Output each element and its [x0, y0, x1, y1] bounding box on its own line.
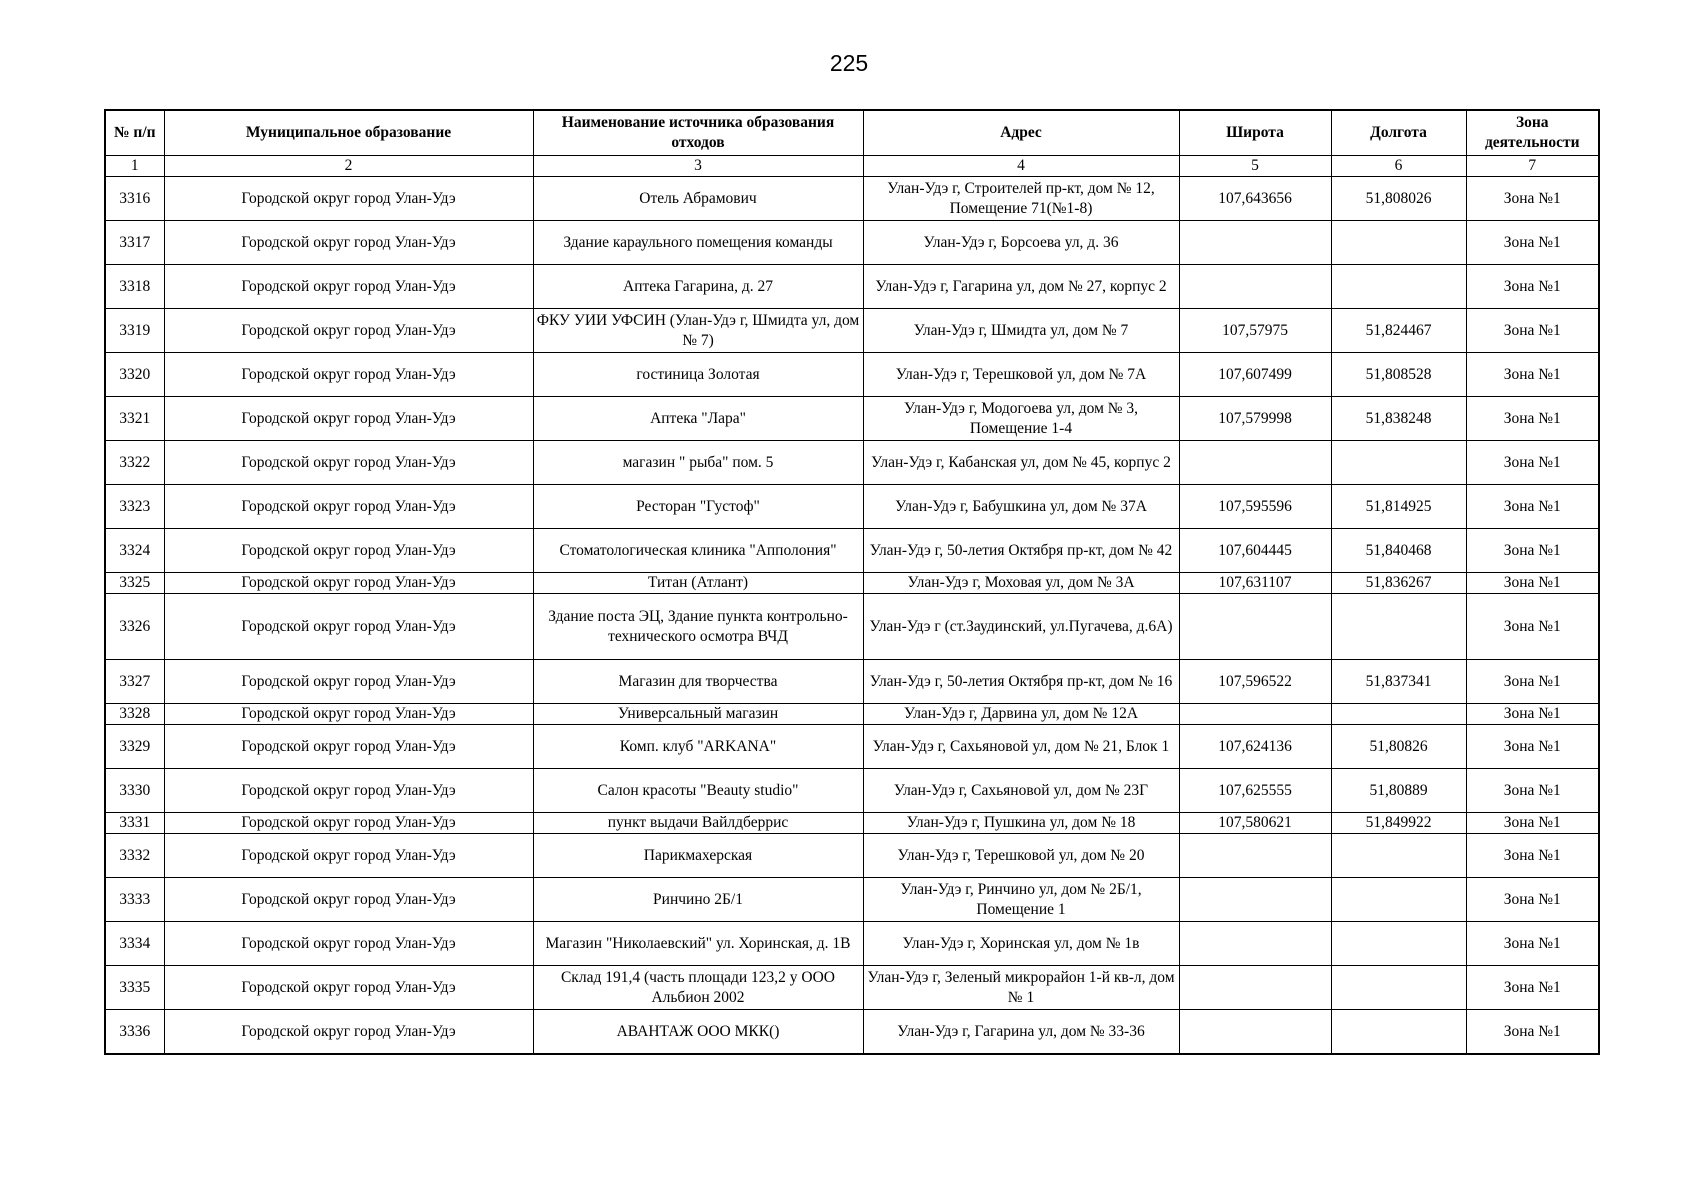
address-cell: Улан-Удэ г, Хоринская ул, дом № 1в [863, 922, 1179, 966]
row-number-cell: 3327 [105, 660, 164, 704]
latitude-cell: 107,57975 [1179, 309, 1331, 353]
longitude-cell [1331, 594, 1466, 660]
address-cell: Улан-Удэ г, Борсоева ул, д. 36 [863, 221, 1179, 265]
source-name-cell: гостиница Золотая [533, 353, 863, 397]
table-row [105, 265, 1599, 309]
longitude-cell [1331, 1010, 1466, 1055]
zone-cell: Зона №1 [1466, 221, 1599, 265]
latitude-cell: 107,604445 [1179, 529, 1331, 573]
municipality-cell: Городской округ город Улан-Удэ [164, 878, 533, 922]
latitude-cell: 107,631107 [1179, 573, 1331, 594]
row-number-cell: 3322 [105, 441, 164, 485]
address-cell: Улан-Удэ г, Дарвина ул, дом № 12А [863, 704, 1179, 725]
municipality-cell: Городской округ город Улан-Удэ [164, 1010, 533, 1055]
address-cell: Улан-Удэ г, Ринчино ул, дом № 2Б/1, Помещение 1 [863, 878, 1179, 922]
row-number-cell: 3323 [105, 485, 164, 529]
zone-cell: Зона №1 [1466, 1010, 1599, 1055]
column-number-cell: 1 [105, 156, 164, 177]
latitude-cell: 107,643656 [1179, 177, 1331, 221]
municipality-cell: Городской округ город Улан-Удэ [164, 922, 533, 966]
table-row [105, 660, 1599, 704]
source-name-cell: Магазин "Николаевский" ул. Хоринская, д. 1В [533, 922, 863, 966]
table-row [105, 966, 1599, 1010]
zone-cell: Зона №1 [1466, 704, 1599, 725]
table-row [105, 704, 1599, 725]
address-cell: Улан-Удэ г, Сахьяновой ул, дом № 21, Блок 1 [863, 725, 1179, 769]
address-cell: Улан-Удэ г, Пушкина ул, дом № 18 [863, 813, 1179, 834]
address-cell: Улан-Удэ г, Бабушкина ул, дом № 37А [863, 485, 1179, 529]
address-cell: Улан-Удэ г, Моховая ул, дом № 3А [863, 573, 1179, 594]
address-cell: Улан-Удэ г, Терешковой ул, дом № 20 [863, 834, 1179, 878]
table-row [105, 922, 1599, 966]
table-row [105, 353, 1599, 397]
address-cell: Улан-Удэ г (ст.Заудинский, ул.Пугачева, д.6А) [863, 594, 1179, 660]
source-name-cell: Склад 191,4 (часть площади 123,2 у ООО Альбион 2002 [533, 966, 863, 1010]
address-cell: Улан-Удэ г, Кабанская ул, дом № 45, корпус 2 [863, 441, 1179, 485]
column-number-cell: 6 [1331, 156, 1466, 177]
longitude-cell [1331, 878, 1466, 922]
row-number-cell: 3316 [105, 177, 164, 221]
latitude-cell [1179, 1010, 1331, 1055]
zone-cell: Зона №1 [1466, 878, 1599, 922]
table-row [105, 177, 1599, 221]
latitude-cell: 107,580621 [1179, 813, 1331, 834]
source-name-cell: Магазин для творчества [533, 660, 863, 704]
zone-cell: Зона №1 [1466, 769, 1599, 813]
longitude-cell: 51,837341 [1331, 660, 1466, 704]
municipality-cell: Городской округ город Улан-Удэ [164, 573, 533, 594]
latitude-cell [1179, 265, 1331, 309]
table-row [105, 878, 1599, 922]
source-name-cell: магазин " рыба" пом. 5 [533, 441, 863, 485]
longitude-cell: 51,849922 [1331, 813, 1466, 834]
header-cell: Муниципальное образование [164, 110, 533, 156]
header-cell: Долгота [1331, 110, 1466, 156]
column-number-cell: 3 [533, 156, 863, 177]
source-name-cell: Аптека "Лара" [533, 397, 863, 441]
source-name-cell: Ресторан "Густоф" [533, 485, 863, 529]
table-row [105, 594, 1599, 660]
header-cell: Зона деятельности [1466, 110, 1599, 156]
source-name-cell: ФКУ УИИ УФСИН (Улан-Удэ г, Шмидта ул, дом № 7) [533, 309, 863, 353]
table-row [105, 397, 1599, 441]
header-cell: № п/п [105, 110, 164, 156]
zone-cell: Зона №1 [1466, 353, 1599, 397]
longitude-cell: 51,824467 [1331, 309, 1466, 353]
row-number-cell: 3329 [105, 725, 164, 769]
longitude-cell: 51,814925 [1331, 485, 1466, 529]
table-row [105, 813, 1599, 834]
row-number-cell: 3320 [105, 353, 164, 397]
zone-cell: Зона №1 [1466, 834, 1599, 878]
longitude-cell [1331, 966, 1466, 1010]
latitude-cell: 107,595596 [1179, 485, 1331, 529]
zone-cell: Зона №1 [1466, 813, 1599, 834]
latitude-cell: 107,596522 [1179, 660, 1331, 704]
municipality-cell: Городской округ город Улан-Удэ [164, 813, 533, 834]
header-cell: Широта [1179, 110, 1331, 156]
row-number-cell: 3325 [105, 573, 164, 594]
zone-cell: Зона №1 [1466, 529, 1599, 573]
municipality-cell: Городской округ город Улан-Удэ [164, 834, 533, 878]
municipality-cell: Городской округ город Улан-Удэ [164, 725, 533, 769]
longitude-cell: 51,838248 [1331, 397, 1466, 441]
row-number-cell: 3328 [105, 704, 164, 725]
table-row [105, 1010, 1599, 1055]
longitude-cell [1331, 704, 1466, 725]
longitude-cell [1331, 441, 1466, 485]
source-name-cell: Титан (Атлант) [533, 573, 863, 594]
column-number-row [105, 156, 1599, 177]
column-number-cell: 5 [1179, 156, 1331, 177]
source-name-cell: Ринчино 2Б/1 [533, 878, 863, 922]
latitude-cell [1179, 922, 1331, 966]
longitude-cell: 51,836267 [1331, 573, 1466, 594]
municipality-cell: Городской округ город Улан-Удэ [164, 309, 533, 353]
municipality-cell: Городской округ город Улан-Удэ [164, 529, 533, 573]
address-cell: Улан-Удэ г, Сахьяновой ул, дом № 23Г [863, 769, 1179, 813]
address-cell: Улан-Удэ г, Зеленый микрорайон 1-й кв-л, дом № 1 [863, 966, 1179, 1010]
page-number: 225 [829, 50, 869, 76]
row-number-cell: 3331 [105, 813, 164, 834]
municipality-cell: Городской округ город Улан-Удэ [164, 704, 533, 725]
row-number-cell: 3319 [105, 309, 164, 353]
latitude-cell [1179, 441, 1331, 485]
latitude-cell: 107,624136 [1179, 725, 1331, 769]
municipality-cell: Городской округ город Улан-Удэ [164, 441, 533, 485]
row-number-cell: 3336 [105, 1010, 164, 1055]
row-number-cell: 3332 [105, 834, 164, 878]
source-name-cell: Аптека Гагарина, д. 27 [533, 265, 863, 309]
table-row [105, 309, 1599, 353]
address-cell: Улан-Удэ г, Строителей пр-кт, дом № 12, Помещение 71(№1-8) [863, 177, 1179, 221]
longitude-cell: 51,80889 [1331, 769, 1466, 813]
table-row [105, 485, 1599, 529]
longitude-cell [1331, 834, 1466, 878]
latitude-cell: 107,625555 [1179, 769, 1331, 813]
longitude-cell: 51,808026 [1331, 177, 1466, 221]
zone-cell: Зона №1 [1466, 177, 1599, 221]
source-name-cell: Здание поста ЭЦ, Здание пункта контрольно-технического осмотра ВЧД [533, 594, 863, 660]
zone-cell: Зона №1 [1466, 265, 1599, 309]
address-cell: Улан-Удэ г, Шмидта ул, дом № 7 [863, 309, 1179, 353]
municipality-cell: Городской округ город Улан-Удэ [164, 221, 533, 265]
latitude-cell: 107,579998 [1179, 397, 1331, 441]
table-row [105, 725, 1599, 769]
longitude-cell [1331, 221, 1466, 265]
municipality-cell: Городской округ город Улан-Удэ [164, 660, 533, 704]
column-number-cell: 2 [164, 156, 533, 177]
row-number-cell: 3334 [105, 922, 164, 966]
source-name-cell: пункт выдачи Вайлдберрис [533, 813, 863, 834]
table-row [105, 834, 1599, 878]
address-cell: Улан-Удэ г, Терешковой ул, дом № 7А [863, 353, 1179, 397]
zone-cell: Зона №1 [1466, 725, 1599, 769]
row-number-cell: 3330 [105, 769, 164, 813]
zone-cell: Зона №1 [1466, 309, 1599, 353]
zone-cell: Зона №1 [1466, 441, 1599, 485]
header-cell: Наименование источника образования отходов [533, 110, 863, 156]
address-cell: Улан-Удэ г, Гагарина ул, дом № 27, корпус 2 [863, 265, 1179, 309]
address-cell: Улан-Удэ г, 50-летия Октября пр-кт, дом № 42 [863, 529, 1179, 573]
municipality-cell: Городской округ город Улан-Удэ [164, 353, 533, 397]
row-number-cell: 3333 [105, 878, 164, 922]
longitude-cell: 51,80826 [1331, 725, 1466, 769]
zone-cell: Зона №1 [1466, 660, 1599, 704]
latitude-cell [1179, 594, 1331, 660]
latitude-cell [1179, 834, 1331, 878]
source-name-cell: Салон красоты "Beauty studio" [533, 769, 863, 813]
source-name-cell: Стоматологическая клиника "Апполония" [533, 529, 863, 573]
source-name-cell: Парикмахерская [533, 834, 863, 878]
latitude-cell [1179, 966, 1331, 1010]
row-number-cell: 3326 [105, 594, 164, 660]
municipality-cell: Городской округ город Улан-Удэ [164, 397, 533, 441]
zone-cell: Зона №1 [1466, 966, 1599, 1010]
column-number-cell: 4 [863, 156, 1179, 177]
header-row [105, 110, 1599, 156]
row-number-cell: 3321 [105, 397, 164, 441]
table-row [105, 769, 1599, 813]
zone-cell: Зона №1 [1466, 573, 1599, 594]
column-number-cell: 7 [1466, 156, 1599, 177]
table-row [105, 441, 1599, 485]
row-number-cell: 3324 [105, 529, 164, 573]
source-name-cell: АВАНТАЖ ООО МКК() [533, 1010, 863, 1055]
latitude-cell [1179, 704, 1331, 725]
longitude-cell [1331, 922, 1466, 966]
table-body [105, 177, 1599, 1055]
municipality-cell: Городской округ город Улан-Удэ [164, 265, 533, 309]
source-name-cell: Комп. клуб "ARKANA" [533, 725, 863, 769]
longitude-cell [1331, 265, 1466, 309]
row-number-cell: 3335 [105, 966, 164, 1010]
zone-cell: Зона №1 [1466, 594, 1599, 660]
municipality-cell: Городской округ город Улан-Удэ [164, 177, 533, 221]
source-name-cell: Здание караульного помещения команды [533, 221, 863, 265]
zone-cell: Зона №1 [1466, 397, 1599, 441]
municipality-cell: Городской округ город Улан-Удэ [164, 485, 533, 529]
row-number-cell: 3317 [105, 221, 164, 265]
address-cell: Улан-Удэ г, 50-летия Октября пр-кт, дом № 16 [863, 660, 1179, 704]
header-cell: Адрес [863, 110, 1179, 156]
table-row [105, 221, 1599, 265]
address-cell: Улан-Удэ г, Модогоева ул, дом № 3, Помещение 1-4 [863, 397, 1179, 441]
source-name-cell: Универсальный магазин [533, 704, 863, 725]
table-row [105, 529, 1599, 573]
zone-cell: Зона №1 [1466, 922, 1599, 966]
latitude-cell [1179, 221, 1331, 265]
waste-sources-table [104, 109, 1600, 1055]
source-name-cell: Отель Абрамович [533, 177, 863, 221]
latitude-cell [1179, 878, 1331, 922]
address-cell: Улан-Удэ г, Гагарина ул, дом № 33-36 [863, 1010, 1179, 1055]
municipality-cell: Городской округ город Улан-Удэ [164, 594, 533, 660]
latitude-cell: 107,607499 [1179, 353, 1331, 397]
zone-cell: Зона №1 [1466, 485, 1599, 529]
municipality-cell: Городской округ город Улан-Удэ [164, 769, 533, 813]
row-number-cell: 3318 [105, 265, 164, 309]
municipality-cell: Городской округ город Улан-Удэ [164, 966, 533, 1010]
longitude-cell: 51,808528 [1331, 353, 1466, 397]
table-row [105, 573, 1599, 594]
longitude-cell: 51,840468 [1331, 529, 1466, 573]
